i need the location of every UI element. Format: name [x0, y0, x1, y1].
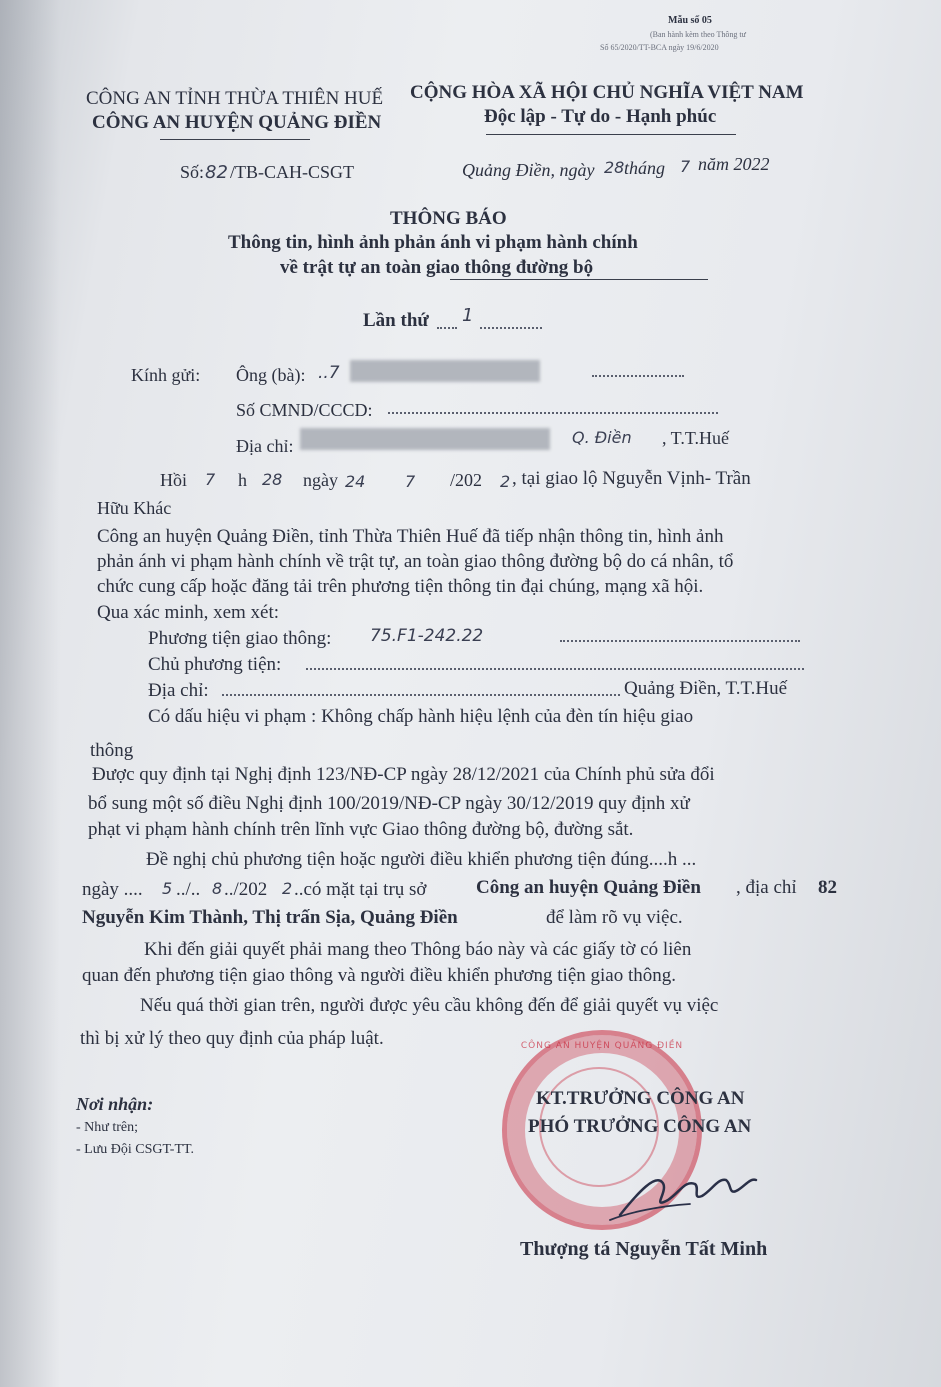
bring-line1: Khi đến giải quyết phải mang theo Thông báo này và các giấy tờ có liên	[144, 939, 692, 960]
id-number-dots	[388, 412, 718, 414]
request-place: Công an huyện Quảng Điền	[476, 877, 701, 898]
date-year: năm 2022	[698, 154, 770, 174]
agency-name: CÔNG AN HUYỆN QUẢNG ĐIỀN	[92, 112, 382, 133]
request-line2-e: , địa chỉ	[736, 877, 797, 898]
country-name: CỘNG HÒA XÃ HỘI CHỦ NGHĨA VIỆT NAM	[410, 82, 804, 103]
request-line3-tail: để làm rõ vụ việc.	[546, 907, 683, 928]
seal-text: CÔNG AN HUYỆN QUẢNG ĐIỀN	[520, 1041, 684, 1051]
form-legal-line1: (Ban hành kèm theo Thông tư	[650, 30, 746, 39]
owner-address-label: Địa chỉ:	[148, 680, 209, 701]
time-minute: 28	[262, 470, 283, 489]
violation-line2: thông	[90, 740, 134, 761]
regulation-line3: phạt vi phạm hành chính trên lĩnh vực Giao thông đường bộ, đường sắt.	[88, 819, 634, 840]
page-shadow	[0, 0, 60, 1387]
agency-parent: CÔNG AN TỈNH THỪA THIÊN HUẾ	[86, 88, 384, 109]
handwritten-signature	[600, 1160, 780, 1230]
doc-number-suffix: /TB-CAH-CSGT	[230, 162, 355, 182]
event-location-2: Hữu Khác	[97, 498, 172, 518]
document-title: THÔNG BÁO	[390, 208, 507, 229]
owner-address-suffix: Quảng Điền, T.T.Huế	[624, 678, 788, 699]
attempt-dots-1	[437, 327, 457, 329]
event-year-prefix: /202	[450, 470, 483, 490]
request-line2-b: ../..	[176, 879, 201, 900]
request-month: 8	[212, 879, 223, 898]
title-underline	[450, 279, 708, 280]
day-label: ngày	[303, 470, 338, 490]
time-label: Hồi	[160, 470, 187, 490]
address-hand: Q. Điền	[572, 428, 632, 447]
motto-underline	[486, 134, 736, 135]
document-subtitle-1: Thông tin, hình ảnh phản ánh vi phạm hành chính	[228, 232, 638, 253]
recipients-label: Nơi nhận:	[76, 1094, 154, 1114]
event-year-last: 2	[500, 472, 511, 491]
date-month: 7	[680, 157, 691, 176]
address-label: Địa chỉ:	[236, 436, 294, 456]
vehicle-plate: 75.F1-242.22	[370, 626, 484, 646]
recipients-item-1: - Như trên;	[76, 1120, 139, 1135]
request-line1: Đề nghị chủ phương tiện hoặc người điều khiển phương tiện đúng....h ...	[146, 849, 697, 870]
bring-line2: quan đến phương tiện giao thông và người điều khiển phương tiện giao thông.	[82, 965, 677, 986]
time-hour: 7	[205, 470, 216, 489]
doc-number-hand: 82	[205, 162, 228, 183]
body-p1-line2: phản ánh vi phạm hành chính về trật tự, an toàn giao thông đường bộ do cá nhân, tổ	[97, 551, 734, 572]
request-line2-a: ngày ....	[82, 879, 143, 900]
signature-title-2: PHÓ TRƯỞNG CÔNG AN	[528, 1116, 752, 1137]
owner-dots	[306, 668, 804, 670]
verify-line: Qua xác minh, xem xét:	[97, 602, 280, 623]
request-line2-c: ../202	[224, 879, 268, 900]
late-line1: Nếu quá thời gian trên, người được yêu cầu không đến để giải quyết vụ việc	[140, 995, 719, 1016]
attempt-dots-2	[480, 327, 542, 329]
request-day: 5	[162, 879, 173, 898]
owner-address-dots	[222, 694, 620, 696]
name-label: Ông (bà):	[236, 365, 306, 385]
form-legal-line2: Số 65/2020/TT-BCA ngày 19/6/2020	[600, 43, 719, 52]
address-suffix: , T.T.Huế	[662, 428, 729, 448]
national-motto: Độc lập - Tự do - Hạnh phúc	[484, 106, 717, 127]
event-location-1: , tại giao lộ Nguyễn Vịnh- Trần	[512, 468, 751, 489]
owner-label: Chủ phương tiện:	[148, 654, 282, 675]
vehicle-dots	[560, 640, 800, 642]
regulation-line2: bổ sung một số điều Nghị định 100/2019/NĐ-CP ngày 30/12/2019 quy định xử	[88, 793, 690, 814]
id-number-label: Số CMND/CCCD:	[236, 400, 373, 420]
signature-title-1: KT.TRƯỞNG CÔNG AN	[536, 1088, 745, 1109]
form-number: Mẫu số 05	[668, 15, 712, 26]
request-line2-d: ..có mặt tại trụ sở	[294, 879, 427, 900]
request-address-number: 82	[818, 877, 837, 898]
redacted-address	[300, 428, 550, 450]
name-dots	[592, 375, 684, 377]
agency-underline	[160, 139, 310, 140]
request-year-last: 2	[282, 879, 293, 898]
vehicle-label: Phương tiện giao thông:	[148, 628, 332, 649]
late-line2: thì bị xử lý theo quy định của pháp luật.	[80, 1028, 384, 1049]
event-month: 7	[405, 472, 416, 491]
recipients-item-2: - Lưu Đội CSGT-TT.	[76, 1142, 195, 1157]
body-p1-line3: chức cung cấp hoặc đăng tải trên phương tiện thông tin đại chúng, mạng xã hội.	[97, 576, 704, 597]
signer-name: Thượng tá Nguyễn Tất Minh	[520, 1238, 768, 1260]
date-month-label: tháng	[624, 158, 666, 178]
attempt-label: Lần thứ	[363, 310, 429, 331]
body-p1-line1: Công an huyện Quảng Điền, tỉnh Thừa Thiên Huế đã tiếp nhận thông tin, hình ảnh	[97, 526, 724, 547]
request-address: Nguyễn Kim Thành, Thị trấn Sịa, Quảng Điền	[82, 907, 458, 928]
regulation-line1: Được quy định tại Nghị định 123/NĐ-CP ngày 28/12/2021 của Chính phủ sửa đổi	[92, 764, 715, 785]
violation-line1: Có dấu hiệu vi phạm : Không chấp hành hiệu lệnh của đèn tín hiệu giao	[148, 706, 694, 727]
send-to-label: Kính gửi:	[131, 365, 201, 385]
doc-number-prefix: Số:	[180, 162, 205, 182]
redacted-name	[350, 360, 540, 382]
name-hand: ..7	[318, 363, 340, 383]
document-subtitle-2: về trật tự an toàn giao thông đường bộ	[280, 257, 594, 278]
time-h-separator: h	[238, 470, 247, 490]
event-day: 24	[345, 472, 366, 491]
date-day: 28	[604, 158, 625, 177]
date-place: Quảng Điền, ngày	[462, 160, 595, 180]
attempt-value: 1	[462, 305, 474, 326]
